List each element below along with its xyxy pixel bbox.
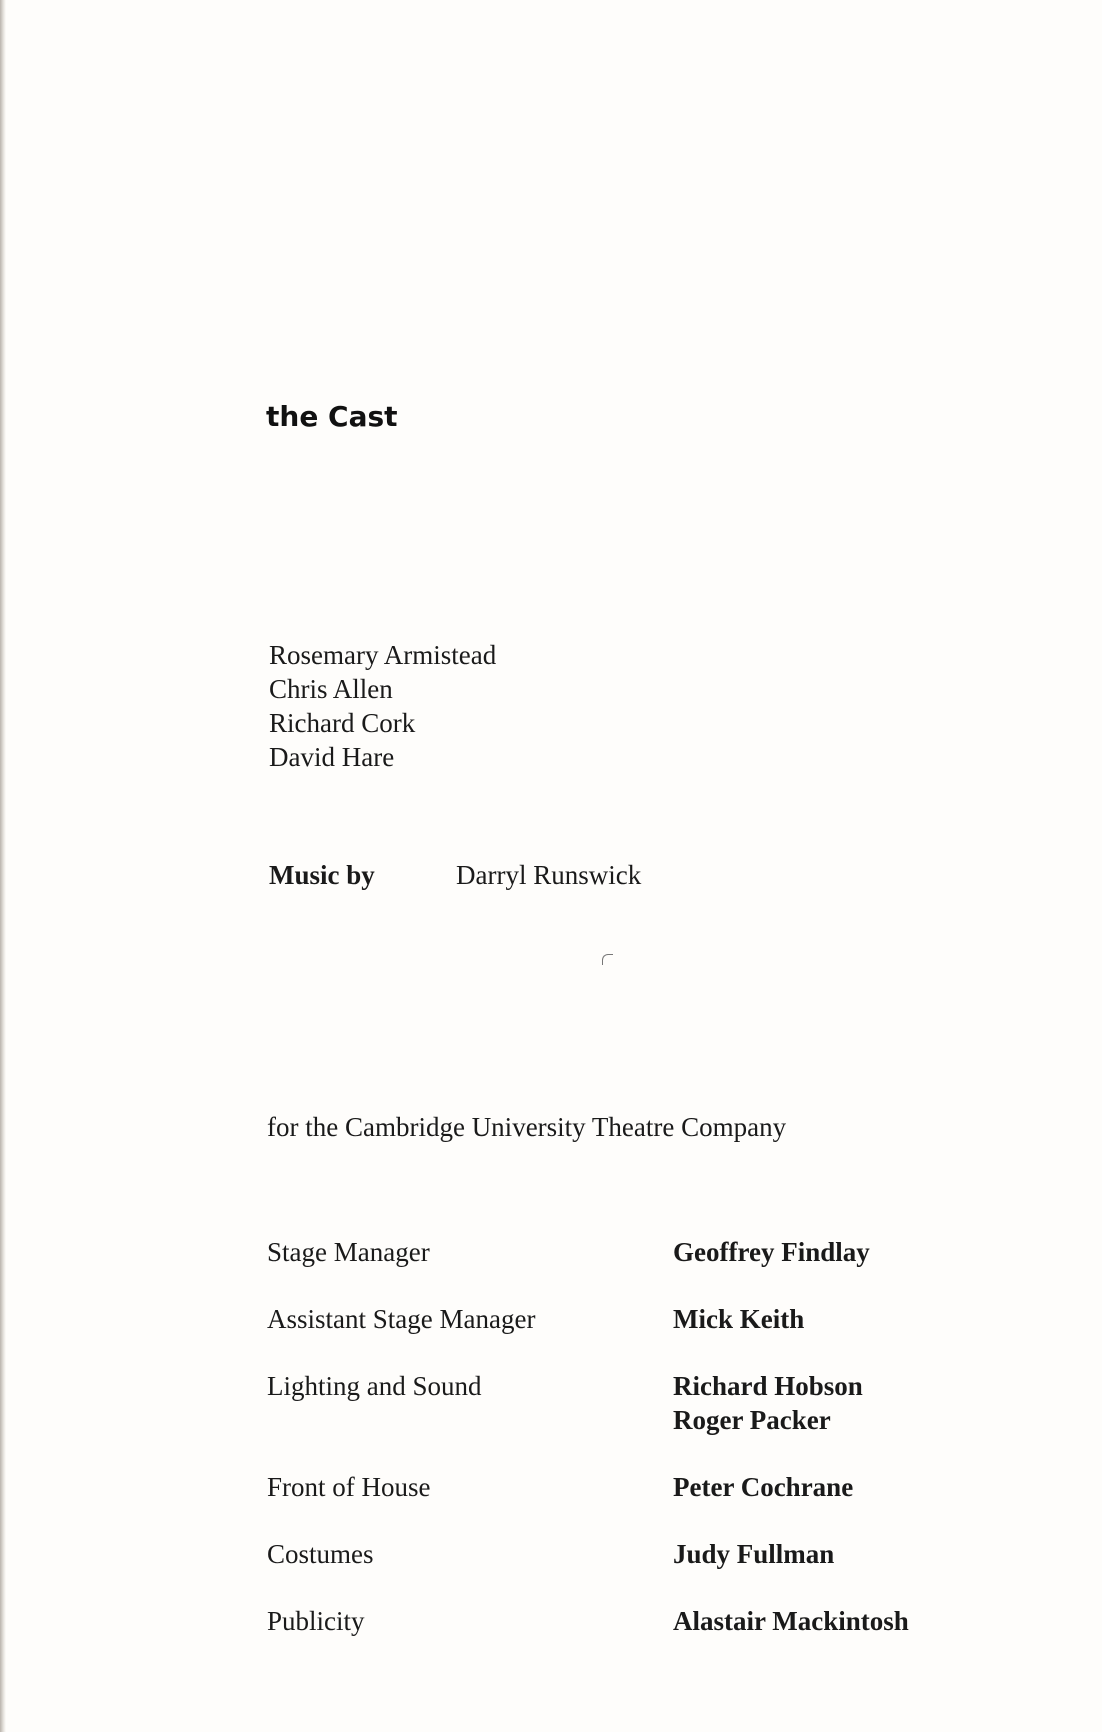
cast-member: David Hare bbox=[269, 742, 395, 772]
music-label: Music by bbox=[269, 860, 375, 890]
crew-names bbox=[673, 1369, 863, 1437]
crew-name: Peter Cochrane bbox=[673, 1472, 854, 1502]
crew-role: Lighting and Sound bbox=[267, 1371, 482, 1401]
composer-name: Darryl Runswick bbox=[456, 860, 642, 890]
print-speck bbox=[602, 954, 613, 965]
crew-names bbox=[673, 1537, 834, 1571]
crew-name: Alastair Mackintosh bbox=[673, 1606, 909, 1636]
cast-member: Chris Allen bbox=[269, 674, 393, 704]
company-line: for the Cambridge University Theatre Company bbox=[267, 1112, 787, 1142]
crew-name: Mick Keith bbox=[673, 1304, 805, 1334]
crew-role: Stage Manager bbox=[267, 1237, 430, 1267]
crew-role: Assistant Stage Manager bbox=[267, 1304, 536, 1334]
crew-role: Front of House bbox=[267, 1472, 431, 1502]
crew-role: Publicity bbox=[267, 1606, 365, 1636]
crew-names bbox=[673, 1470, 853, 1504]
crew-role: Costumes bbox=[267, 1539, 374, 1569]
page-edge-shadow bbox=[0, 0, 6, 1732]
cast-list bbox=[269, 638, 496, 774]
crew-name: Roger Packer bbox=[673, 1405, 831, 1435]
crew-name: Judy Fullman bbox=[673, 1539, 835, 1569]
crew-names bbox=[673, 1604, 909, 1638]
crew-name: Richard Hobson bbox=[673, 1371, 863, 1401]
page-title: the Cast bbox=[266, 400, 398, 433]
crew-name: Geoffrey Findlay bbox=[673, 1237, 870, 1267]
cast-member: Richard Cork bbox=[269, 708, 416, 738]
crew-names bbox=[673, 1235, 870, 1269]
cast-member: Rosemary Armistead bbox=[269, 640, 497, 670]
crew-names bbox=[673, 1302, 804, 1336]
